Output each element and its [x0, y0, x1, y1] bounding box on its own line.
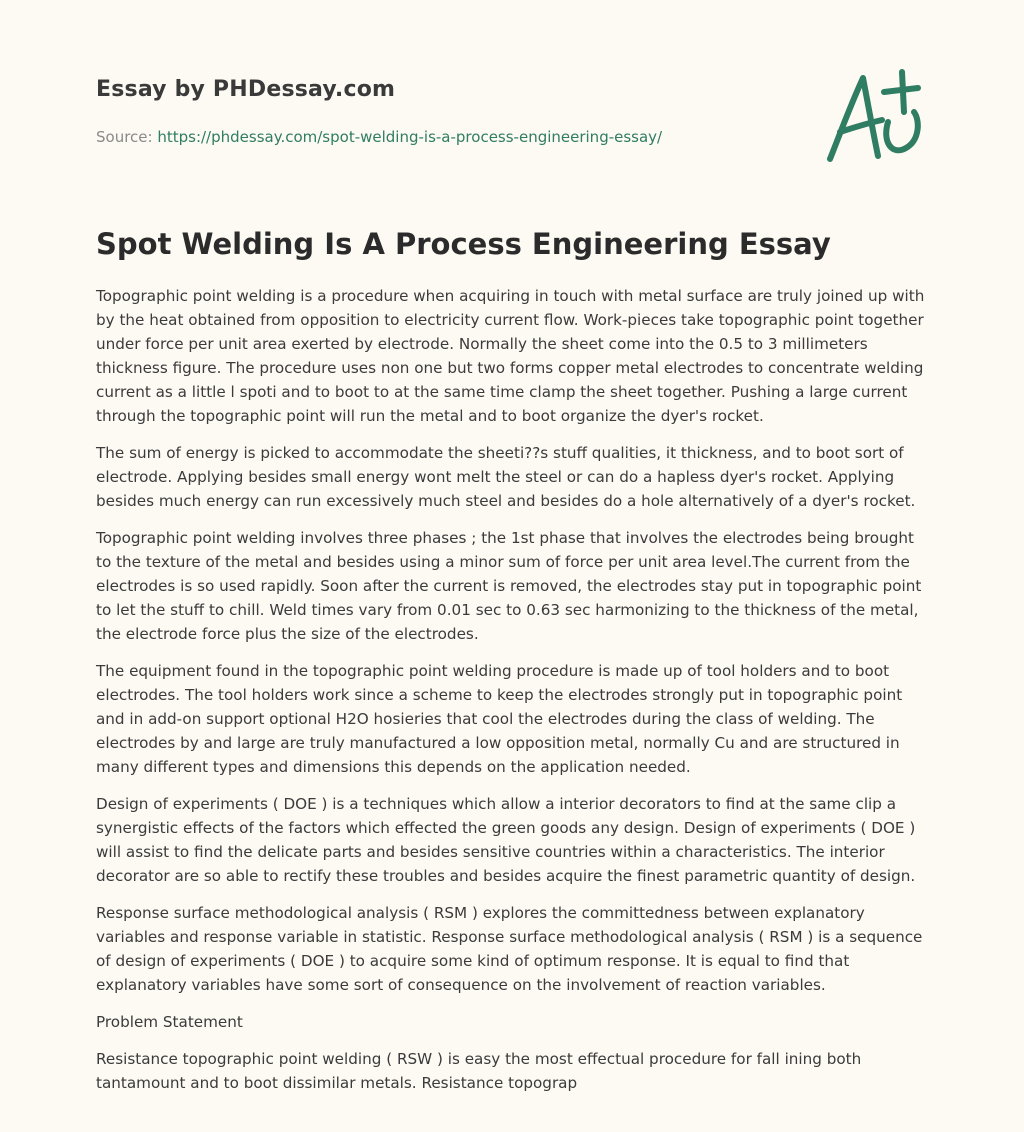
site-brand: Essay by PHDessay.com: [96, 77, 396, 102]
paragraph: The equipment found in the topographic point welding procedure is made up of tool holders and to boot electrodes. The tool holders work since a scheme to keep the electrodes strongly put in topographic point and in add-on support optional H2O hosieries that cool the electrodes during the class of welding. The electrodes by and large are truly manufactured a low opposition metal, normally Cu and are structured in many different types and dimensions this depends on the application needed.: [96, 662, 903, 776]
paragraph: The sum of energy is picked to accommodate the sheeti??s stuff qualities, it thickness, and to boot sort of electrode. Applying besides small energy wont melt the steel or can do a hapless dyer's rocket. Applying besides much energy can run excessively much steel and besides do a hole alternatively of a dyer's rocket.: [96, 444, 916, 510]
source-line: [96, 126, 796, 148]
paragraph: Topographic point welding involves three phases ; the 1st phase that involves the electrodes being brought to the texture of the metal and besides using a minor sum of force per unit area level.The current from the electrodes is so used rapidly. Soon after the current is removed, the electrodes stay put in topographic point to let the stuff to chill. Weld times vary from 0.01 sec to 0.63 sec harmonizing to the thickness of the metal, the electrode force plus the size of the electrodes.: [96, 529, 922, 643]
paragraph: Topographic point welding is a procedure when acquiring in touch with metal surface are truly joined up with by the heat obtained from opposition to electricity current flow. Work-pieces take topographic point together under force per unit area exerted by electrode. Normally the sheet come into the 0.5 to 3 millimeters thickness figure. The procedure uses non one but two forms copper metal electrodes to concentrate welding current as a little l spoti and to boot to at the same time clamp the sheet together. Pushing a large current through the topographic point will run the metal and to boot organize the dyer's rocket.: [96, 287, 925, 425]
source-label: Source:: [96, 128, 158, 146]
paragraph: Design of experiments ( DOE ) is a techniques which allow a interior decorators to find at the same clip a synergistic effects of the factors which effected the green goods any design. Design of experiments ( DOE ) will assist to find the delicate parts and besides sensitive countries within a characteristics. The interior decorator are so able to rectify these troubles and besides acquire the finest parametric quantity of design.: [96, 795, 916, 885]
paragraph: Resistance topographic point welding ( RSW ) is easy the most effectual procedure for fall ining both tantamount and to boot dissimilar metals. Resistance topograp: [96, 1050, 862, 1092]
source-link[interactable]: https://phdessay.com/spot-welding-is-a-process-engineering-essay/: [157, 128, 663, 146]
a-plus-logo-icon: [818, 64, 934, 168]
section-heading: Problem Statement: [96, 1013, 243, 1031]
essay-title: Spot Welding Is A Process Engineering Essay: [96, 227, 831, 261]
essay-body: [96, 284, 932, 1108]
paragraph: Response surface methodological analysis ( RSM ) explores the committedness between explanatory variables and response variable in statistic. Response surface methodological analysis ( RSM ) is a sequence of design of experiments ( DOE ) to acquire some kind of optimum response. It is equal to find that explanatory variables have some sort of consequence on the involvement of reaction variables.: [96, 904, 923, 994]
header: [96, 74, 796, 148]
